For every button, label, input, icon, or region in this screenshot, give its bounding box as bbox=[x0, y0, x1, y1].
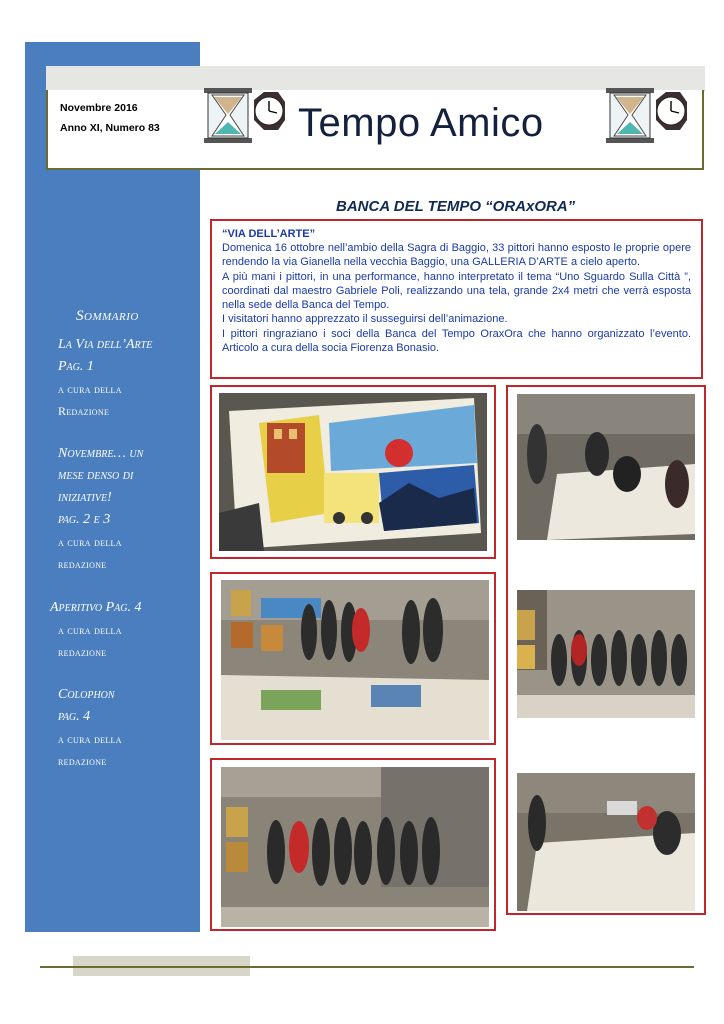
article-paragraph: A più mani i pittori, in una performance, hanno interpretato il tema “Uno Sguardo Sulla Città ”, coordinati dal maestro Gabriele Poli, realizzando una tela, grande 2x4 metri che verrà esposta nella sede della Banca del Tempo. bbox=[222, 270, 691, 312]
toc-item-credit: redazione bbox=[58, 557, 107, 571]
issue-number: Anno XI, Numero 83 bbox=[60, 122, 160, 134]
toc-item-credit: a cura della bbox=[58, 732, 122, 746]
toc-item-credit: Redazione bbox=[58, 404, 110, 418]
issue-date: Novembre 2016 bbox=[60, 102, 138, 114]
sidebar bbox=[25, 42, 200, 932]
toc-item-title[interactable]: iniziative! bbox=[58, 490, 112, 505]
masthead: Tempo Amico bbox=[298, 101, 544, 145]
toc-item-page[interactable]: pag. 2 e 3 bbox=[58, 512, 111, 527]
toc-item-title[interactable]: Novembre… un bbox=[58, 446, 144, 461]
toc-item-page[interactable]: Pag. 1 bbox=[58, 359, 94, 374]
toc-item-title[interactable]: Colophon bbox=[58, 687, 115, 702]
painters-group-photo bbox=[221, 580, 489, 740]
toc-item-credit: a cura della bbox=[58, 382, 122, 396]
article-heading: BANCA DEL TEMPO “ORAxORA” bbox=[336, 198, 576, 215]
canvas-painting-photo bbox=[219, 393, 487, 551]
article-body bbox=[222, 241, 691, 355]
article-paragraph: I pittori ringraziano i soci della Banca del Tempo OraxOra che hanno organizzato l’evento. Articolo a cura della socia Fiorenza Bonasio. bbox=[222, 327, 691, 355]
sommario-title: Sommario bbox=[76, 308, 139, 324]
toc-item-credit: a cura della bbox=[58, 535, 122, 549]
hourglass-clock-icon bbox=[204, 86, 286, 144]
toc-item-title[interactable]: Aperitivo Pag. 4 bbox=[50, 600, 142, 615]
toc-item-credit: a cura della bbox=[58, 623, 122, 637]
street-canvas-photo bbox=[517, 773, 695, 911]
toc-item-title[interactable]: La Via dell’Arte bbox=[58, 337, 153, 352]
toc-item-title[interactable]: mese denso di bbox=[58, 468, 134, 483]
group-building-photo bbox=[221, 767, 489, 927]
photo-frame bbox=[506, 385, 706, 915]
group-photo bbox=[517, 590, 695, 718]
toc-item-credit: redazione bbox=[58, 754, 107, 768]
painters-photo bbox=[517, 394, 695, 540]
article-paragraph: Domenica 16 ottobre nell’ambio della Sagra di Baggio, 33 pittori hanno esposto le proprie opere rendendo la via Gianella nella vecchia Baggio, una GALLERIA D’ARTE a cielo aperto. bbox=[222, 242, 691, 269]
photo-frame bbox=[210, 385, 496, 559]
photo-frame bbox=[210, 572, 496, 745]
footer-rule bbox=[40, 966, 694, 968]
article-title: “VIA DELL’ARTE” bbox=[222, 228, 316, 240]
photo-frame bbox=[210, 758, 496, 931]
article-paragraph: I visitatori hanno apprezzato il susseguirsi dell’animazione. bbox=[222, 313, 508, 326]
toc-item-page[interactable]: pag. 4 bbox=[58, 709, 91, 724]
article-box bbox=[210, 219, 703, 379]
toc-item-credit: redazione bbox=[58, 645, 107, 659]
hourglass-clock-icon bbox=[606, 86, 688, 144]
